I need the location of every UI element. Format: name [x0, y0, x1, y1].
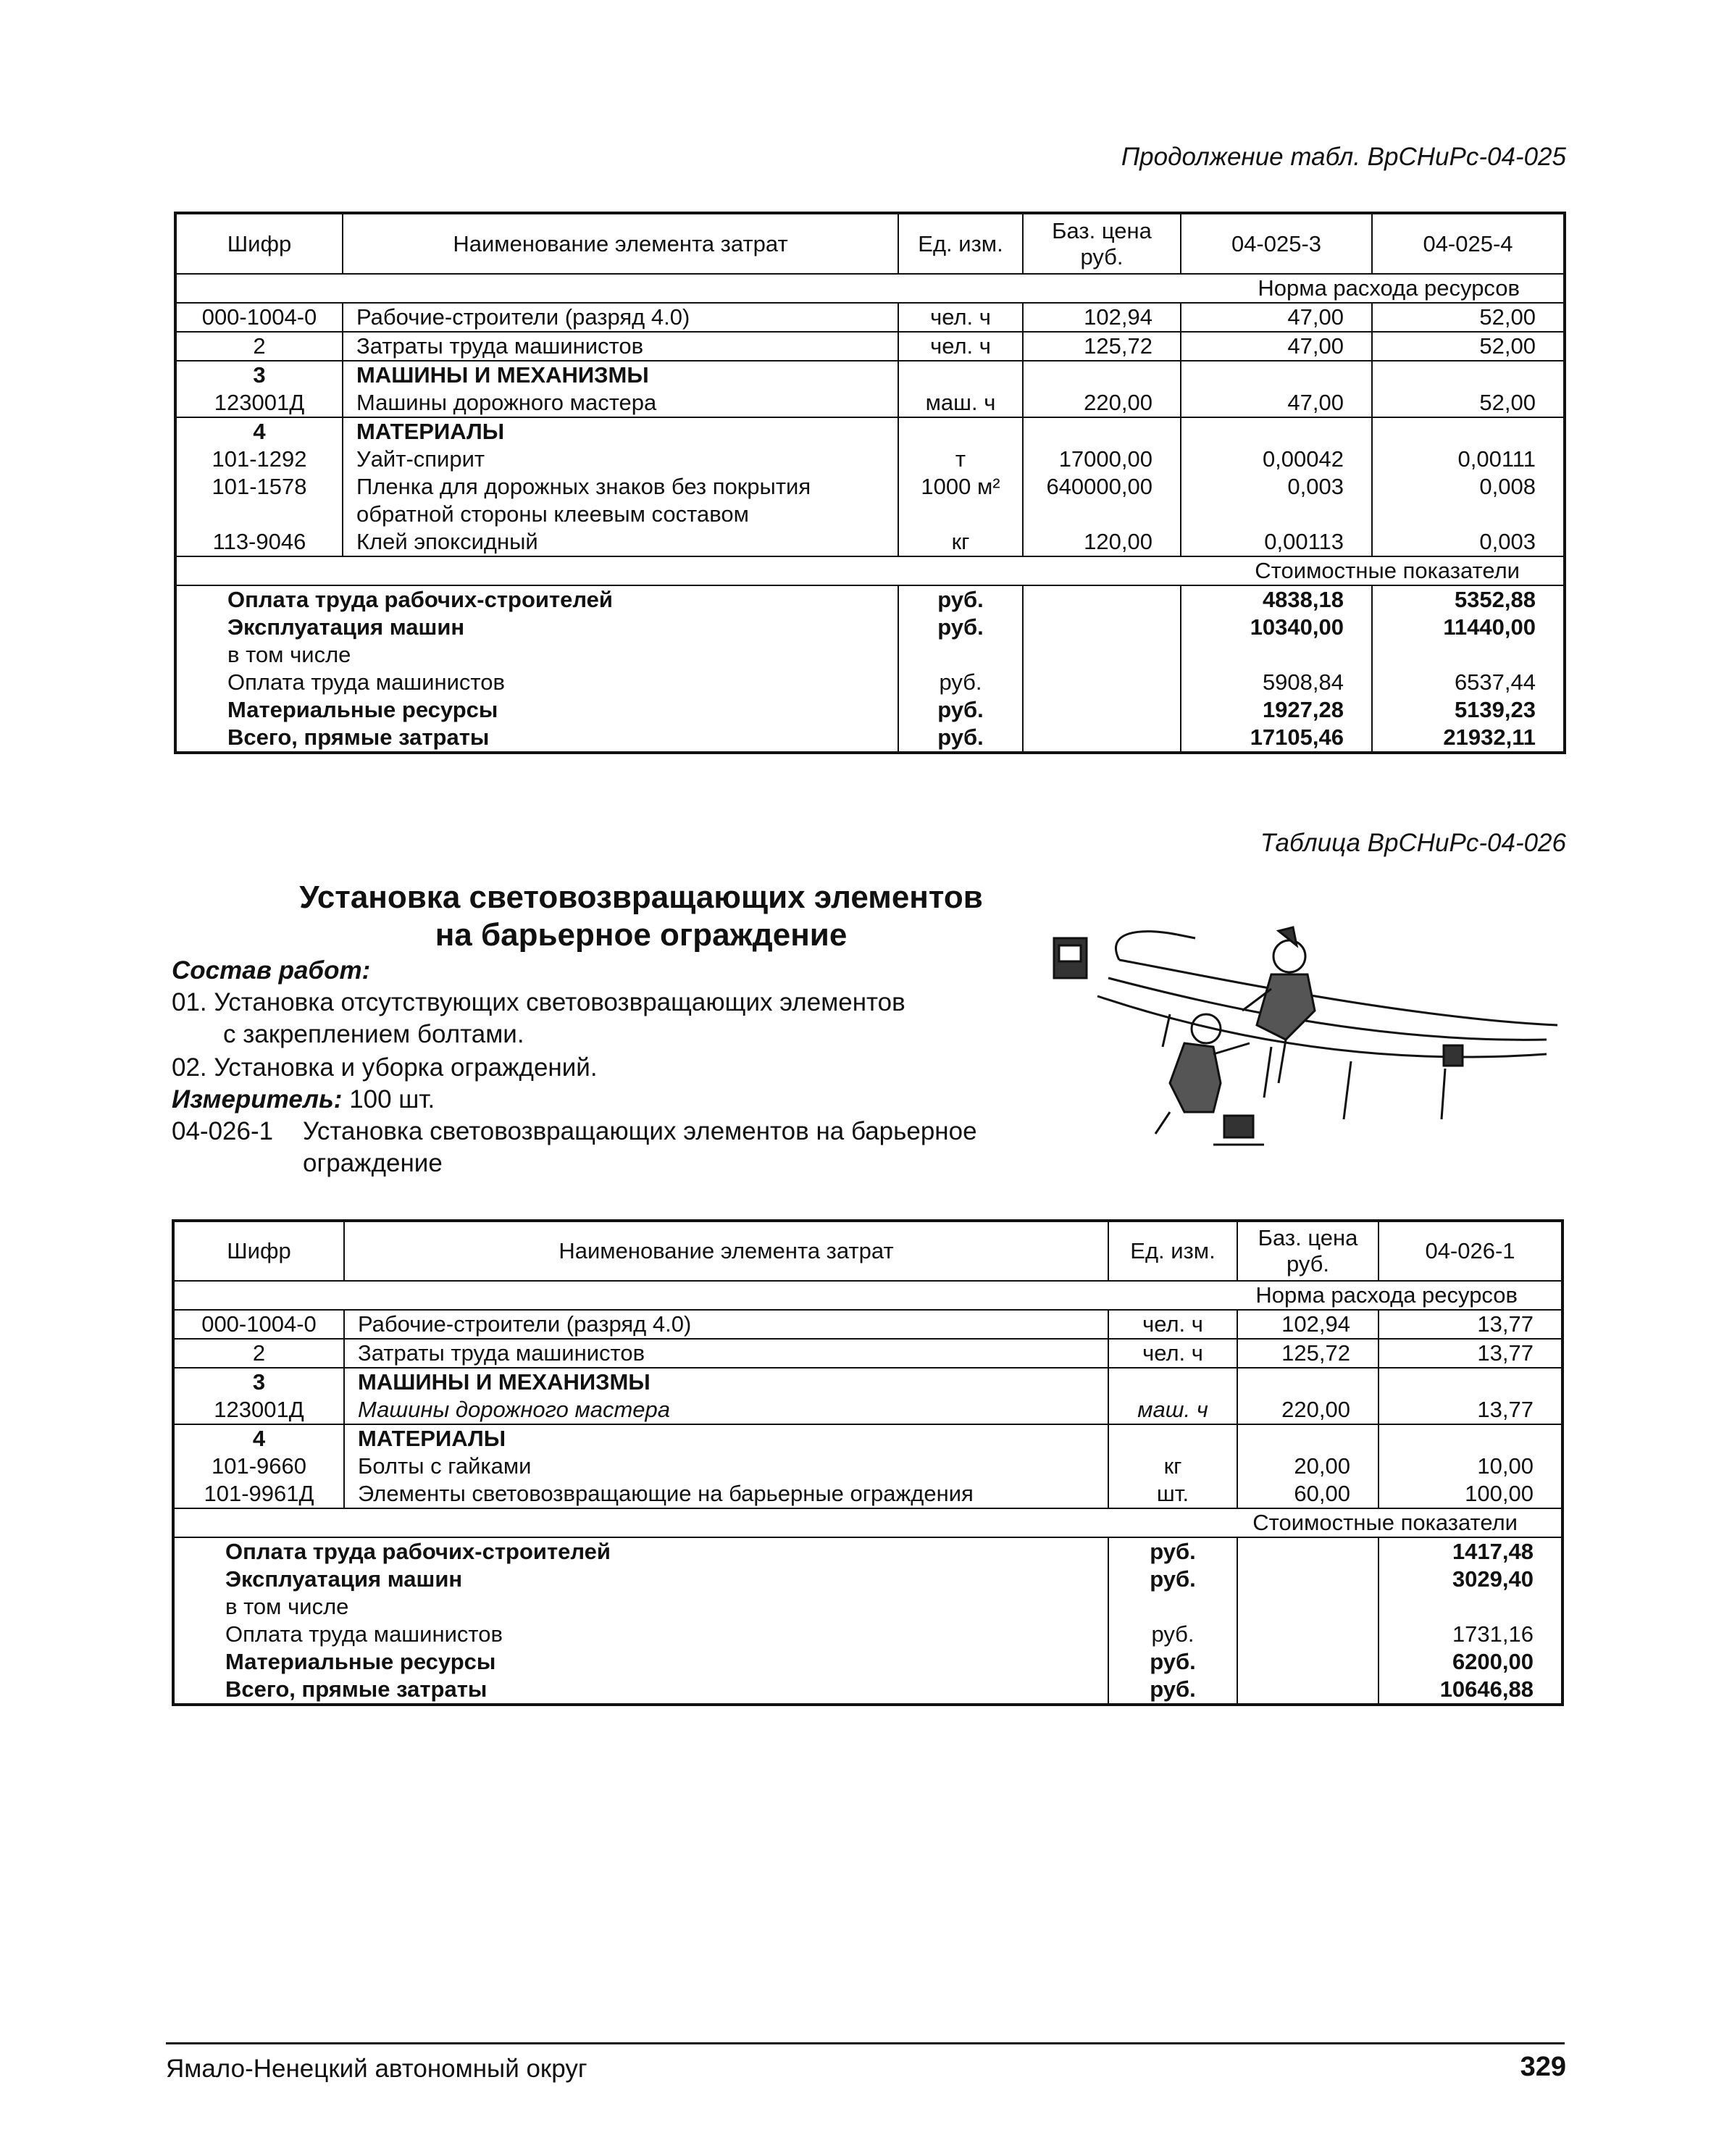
table-row: в том числе [173, 1593, 1562, 1621]
cost-header: Стоимостные показатели [175, 556, 1565, 585]
table-row: Оплата труда машинистов руб. 1731,16 [173, 1621, 1562, 1648]
header-col-04-025-4: 04-025-4 [1372, 213, 1565, 274]
header-name: Наименование элемента затрат [343, 213, 898, 274]
table-row: 123001Д Машины дорожного мастера маш. ч 220,00 13,77 [173, 1396, 1562, 1424]
table-row: 113-9046 Клей эпоксидный кг 120,00 0,00113 0,003 [175, 528, 1565, 556]
table-row: Эксплуатация машин руб. 10340,00 11440,00 [175, 614, 1565, 641]
table-row: Всего, прямые затраты руб. 10646,88 [173, 1676, 1562, 1705]
norm-header: Норма расхода ресурсов [173, 1281, 1562, 1310]
footer-rule [166, 2042, 1565, 2044]
table-row: 101-9961Д Элементы световозвращающие на барьерные ограждения шт. 60,00 100,00 [173, 1480, 1562, 1508]
table-row: 000-1004-0 Рабочие-строители (разряд 4.0) чел. ч 102,94 13,77 [173, 1310, 1562, 1339]
table-04-025 [174, 212, 1566, 754]
header-unit: Ед. изм. [1108, 1221, 1237, 1281]
page-number: 329 [1520, 2052, 1566, 2082]
header-col-04-025-3: 04-025-3 [1181, 213, 1372, 274]
work-composition-label: Состав работ: [172, 956, 371, 985]
table-row: Оплата труда рабочих-строителей руб. 1417,48 [173, 1537, 1562, 1566]
table-row: 3 МАШИНЫ И МЕХАНИЗМЫ [173, 1368, 1562, 1396]
table-row: Материальные ресурсы руб. 6200,00 [173, 1648, 1562, 1676]
header-code: Шифр [173, 1221, 344, 1281]
spec-code: 04-026-1 [172, 1117, 274, 1145]
work-item-2: 02. Установка и уборка ограждений. [172, 1053, 598, 1082]
header-code: Шифр [175, 213, 343, 274]
cost-header: Стоимостные показатели [173, 1508, 1562, 1537]
norm-header: Норма расхода ресурсов [175, 274, 1565, 303]
table-row: Материальные ресурсы руб. 1927,28 5139,23 [175, 696, 1565, 724]
header-price: Баз. цена руб. [1023, 213, 1181, 274]
table-row: обратной стороны клеевым составом [175, 501, 1565, 528]
table-row: 2 Затраты труда машинистов чел. ч 125,72 13,77 [173, 1339, 1562, 1368]
header-price: Баз. цена руб. [1237, 1221, 1379, 1281]
spec-text-2: ограждение [303, 1149, 443, 1177]
section-title: Установка световозвращающих элементов на барьерное ограждение [299, 879, 983, 953]
meter-value: 100 шт. [349, 1085, 435, 1113]
table-row: Оплата труда рабочих-строителей руб. 4838,18 5352,88 [175, 585, 1565, 614]
table-row: 3 МАШИНЫ И МЕХАНИЗМЫ [175, 361, 1565, 389]
footer-region: Ямало-Ненецкий автономный округ [166, 2055, 587, 2083]
spec-text-1: Установка световозвращающих элементов на барьерное [303, 1117, 977, 1145]
table-row: Оплата труда машинистов руб. 5908,84 6537,44 [175, 669, 1565, 696]
table-row: в том числе [175, 641, 1565, 669]
table-caption: Таблица ВрСНиРс-04-026 [1260, 829, 1566, 857]
table-row: 000-1004-0 Рабочие-строители (разряд 4.0) чел. ч 102,94 47,00 52,00 [175, 303, 1565, 332]
table-row: Эксплуатация машин руб. 3029,40 [173, 1566, 1562, 1593]
table-row: 123001Д Машины дорожного мастера маш. ч 220,00 47,00 52,00 [175, 389, 1565, 417]
workers-barrier-illustration [1039, 916, 1576, 1163]
header-unit: Ед. изм. [898, 213, 1023, 274]
table-row: 101-1292 Уайт-спирит т 17000,00 0,00042 0,00111 [175, 446, 1565, 473]
table-row: 4 МАТЕРИАЛЫ [173, 1424, 1562, 1453]
header-name: Наименование элемента затрат [344, 1221, 1108, 1281]
table-row: 101-9660 Болты с гайками кг 20,00 10,00 [173, 1453, 1562, 1480]
meter-line [172, 1084, 435, 1116]
meter-label: Измеритель: [172, 1085, 343, 1113]
table-row: 4 МАТЕРИАЛЫ [175, 417, 1565, 446]
table-row: 2 Затраты труда машинистов чел. ч 125,72 47,00 52,00 [175, 332, 1565, 361]
table-row: Всего, прямые затраты руб. 17105,46 21932,11 [175, 724, 1565, 753]
table-04-026 [172, 1219, 1564, 1706]
work-item-1: 01. Установка отсутствующих световозвращающих элементов [172, 988, 905, 1016]
table-row: 101-1578 Пленка для дорожных знаков без покрытия 1000 м² 640000,00 0,003 0,008 [175, 473, 1565, 501]
continuation-caption: Продолжение табл. ВрСНиРс-04-025 [1121, 143, 1566, 171]
header-col-04-026-1: 04-026-1 [1379, 1221, 1562, 1281]
work-item-1-cont: с закреплением болтами. [223, 1020, 524, 1048]
